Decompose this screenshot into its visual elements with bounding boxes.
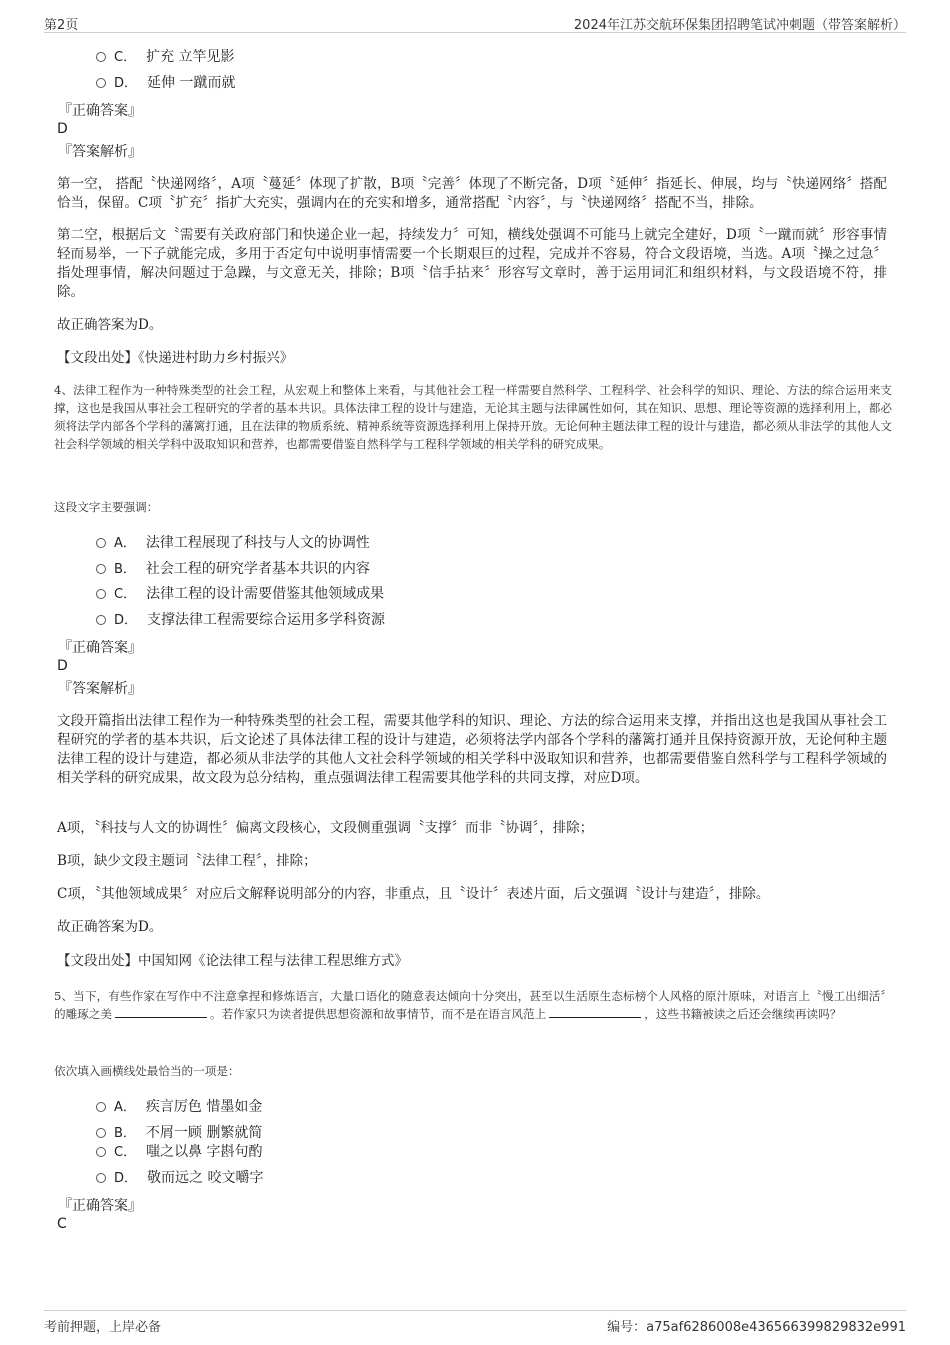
radio-icon[interactable] bbox=[96, 589, 106, 599]
question-stem: 5、当下，有些作家在写作中不注意拿捏和修炼语言，大量口语化的随意表达倾向十分突出，甚至以生活原生态标榜个人风格的原汁原味，对语言上〝慢工出细活〞的雕琢之美 。若作家只为读者提供思想资源和故事情节，而不是在语言风范上 ，这些书籍被读之后还会继续再读吗？ bbox=[54, 989, 892, 1021]
radio-icon[interactable] bbox=[96, 1147, 106, 1157]
analysis-paragraph: 第一空， 搭配〝快递网络〞，A项〝蔓延〞体现了扩散，B项〝完善〞体现了不断完备，D项〝延伸〞指延长、伸展，均与〝快递网络〞搭配恰当，保留。C项〝扩充〞指扩大充实，强调内在的充实和增多，通常搭配〝内容〞，与〝快递网络〞搭配不当，排除。 bbox=[57, 176, 887, 211]
radio-icon[interactable] bbox=[96, 1128, 106, 1138]
radio-icon[interactable] bbox=[96, 615, 106, 625]
page-header bbox=[44, 12, 906, 33]
option-c[interactable]: C． 嗤之以鼻 字斟句酌 bbox=[96, 1143, 263, 1162]
radio-icon[interactable] bbox=[96, 1173, 106, 1183]
answer-value: D bbox=[57, 121, 68, 137]
answer-label: 『正确答案』 bbox=[58, 103, 142, 119]
fill-blank bbox=[549, 1005, 641, 1018]
answer-label: 『正确答案』 bbox=[58, 1198, 142, 1214]
radio-icon[interactable] bbox=[96, 564, 106, 574]
option-b[interactable]: B． 不屑一顾 删繁就简 bbox=[96, 1124, 262, 1143]
analysis-paragraph: 文段开篇指出法律工程作为一种特殊类型的社会工程，需要其他学科的知识、理论、方法的综合运用来支撑，并指出这也是我国从事社会工程研究的学者的基本共识，后文论述了具体法律工程的设计与建造，必须将法学内部各个学科的藩篱打通并且保持资源开放，无论何种主题法律工程的设计与建造，都必须从非法学的其他人文社会科学领域的相关学科中汲取知识和营养，也都需要借鉴自然科学与工程科学领域的相关学科的研究成果，故文段为总分结构，重点强调法律工程需要其他学科的共同支撑，对应D项。 bbox=[57, 713, 887, 786]
option-d[interactable]: D． 敬而远之 咬文嚼字 bbox=[96, 1169, 263, 1188]
analysis-label: 『答案解析』 bbox=[58, 144, 142, 160]
footer-slogan: 考前押题，上岸必备 bbox=[44, 1320, 162, 1335]
analysis-conclusion: 故正确答案为D。 bbox=[57, 317, 163, 333]
option-a[interactable]: A． 法律工程展现了科技与人文的协调性 bbox=[96, 534, 370, 553]
option-b[interactable]: B． 社会工程的研究学者基本共识的内容 bbox=[96, 560, 370, 579]
option-c[interactable]: C． 扩充 立竿见影 bbox=[96, 48, 235, 67]
option-c[interactable]: C． 法律工程的设计需要借鉴其他领域成果 bbox=[96, 585, 384, 604]
source-citation: 【文段出处】《快递进村助力乡村振兴》 bbox=[57, 350, 294, 366]
radio-icon[interactable] bbox=[96, 78, 106, 88]
radio-icon[interactable] bbox=[96, 538, 106, 548]
question-prompt: 依次填入画横线处最恰当的一项是： bbox=[54, 1064, 240, 1078]
option-d[interactable]: D． 支撑法律工程需要综合运用多学科资源 bbox=[96, 611, 385, 630]
option-a[interactable]: A． 疾言厉色 惜墨如金 bbox=[96, 1098, 262, 1117]
fill-blank bbox=[115, 1005, 207, 1018]
page-number: 第2页 bbox=[44, 18, 79, 33]
answer-value: D bbox=[57, 658, 68, 674]
document-code: 编号：a75af6286008e436566399829832e991 bbox=[607, 1320, 906, 1335]
source-citation: 【文段出处】中国知网《论法律工程与法律工程思维方式》 bbox=[57, 953, 408, 969]
question-prompt: 这段文字主要强调： bbox=[54, 500, 159, 514]
answer-value: C bbox=[57, 1216, 67, 1232]
radio-icon[interactable] bbox=[96, 1102, 106, 1112]
analysis-paragraph: B项，缺少文段主题词〝法律工程〞，排除； bbox=[57, 853, 317, 869]
radio-icon[interactable] bbox=[96, 52, 106, 62]
answer-label: 『正确答案』 bbox=[58, 640, 142, 656]
analysis-label: 『答案解析』 bbox=[58, 681, 142, 697]
page-footer bbox=[44, 1310, 906, 1335]
option-d[interactable]: D． 延伸 一蹴而就 bbox=[96, 74, 235, 93]
analysis-conclusion: 故正确答案为D。 bbox=[57, 919, 163, 935]
analysis-paragraph: C项，〝其他领域成果〞对应后文解释说明部分的内容，非重点，且〝设计〞表述片面，后文强调〝设计与建造〞，排除。 bbox=[57, 886, 770, 902]
analysis-paragraph: 第二空，根据后文〝需要有关政府部门和快递企业一起，持续发力〞可知，横线处强调不可能马上就完全建好，D项〝一蹴而就〞形容事情轻而易举，一下子就能完成，多用于否定句中说明事情需要一个长期艰巨的过程，完成并不容易，符合文段语境，当选。A项〝操之过急〞指处理事情，解决问题过于急躁，与文意无关，排除；B项〝信手拈来〞形容写文章时，善于运用词汇和组织材料，与文段语境不符，排除。 bbox=[57, 227, 887, 300]
analysis-paragraph: A项，〝科技与人文的协调性〞偏离文段核心，文段侧重强调〝支撑〞而非〝协调〞，排除； bbox=[57, 820, 594, 836]
question-stem: 4、法律工程作为一种特殊类型的社会工程，从宏观上和整体上来看，与其他社会工程一样需要自然科学、工程科学、社会科学的知识、理论、方法的综合运用来支撑，这也是我国从事社会工程研究的学者的基本共识。具体法律工程的设计与建造，无论其主题与法律属性如何，其在知识、思想、理论等资源的选择利用上，都必须将法学内部各个学科的藩篱打通，且在法律的物质系统、精神系统等资源选择利用上保持开放。无论何种主题法律工程的设计与建造，都必须从非法学的其他人文社会科学领域的相关学科中汲取知识和营养，也都需要借鉴自然科学与工程科学领域的相关学科的研究成果。 bbox=[54, 383, 892, 451]
document-title: 2024年江苏交航环保集团招聘笔试冲刺题（带答案解析） bbox=[573, 18, 906, 33]
